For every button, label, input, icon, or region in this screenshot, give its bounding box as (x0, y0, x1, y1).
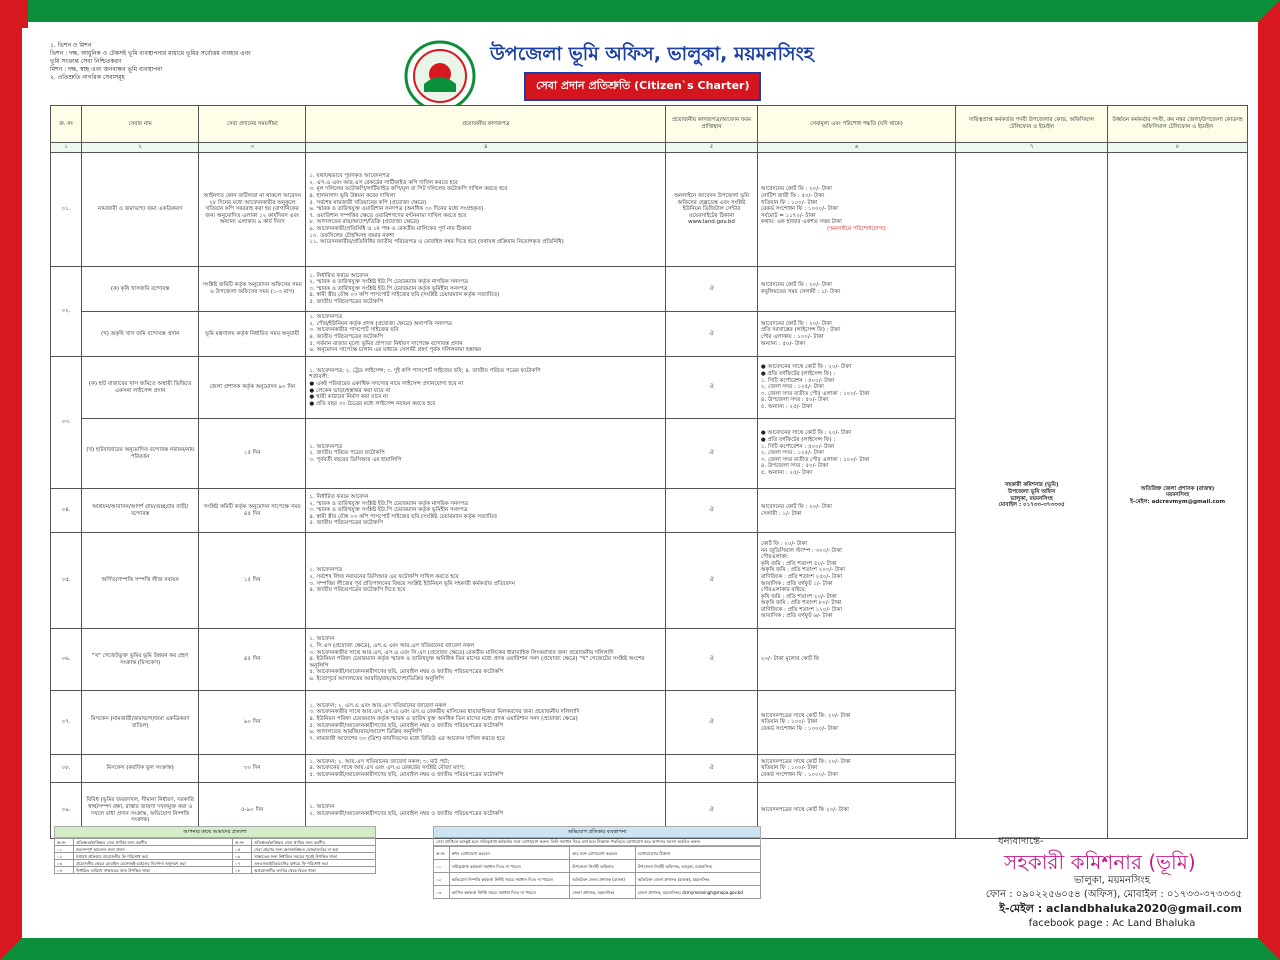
service-fee: আবেদনের কোর্ট ফি : ২০/- টাকা সেলামী : ১/- টাকা (757, 489, 955, 533)
service-time: জেলা প্রশাসক কর্তৃক অনুমোদন ৯০ দিন (199, 357, 306, 419)
cell: প্রতিশ্রুত/কাঙ্ক্ষিত সেবা প্রাপ্তির জন্য করণীয় (74, 839, 233, 846)
service-name: অর্পিত/সম্পত্তি সম্পত্তি লীজ নবায়ন (82, 533, 199, 629)
vision-mission (50, 42, 390, 82)
table-row (55, 853, 376, 860)
service-time: ৯০ দিন (199, 691, 306, 755)
service-name: মিসকেস (নামজারী/জমাভাগ/জমা একত্রিকরণ বাতিল) (82, 691, 199, 755)
form-source: ঐ (666, 691, 758, 755)
cell: অভিযোগ নিষ্পত্তি কর্মকর্তা নির্দিষ্ট সময়ে সমাধান দিতে না পারলে (449, 873, 570, 886)
responsible-officer (956, 153, 1108, 839)
senior-officer (1108, 153, 1248, 839)
cell: কখন যোগাযোগ করবেন (449, 847, 570, 860)
cell: নির্ধারিত তারিখে সাক্ষাতের জন্য উপস্থিত থাকা (74, 867, 233, 874)
required-documents: ১. আবেদন ২. আবেদনকারী/আবেদনকারীগণের ছবি, মোবাইল নম্বর ও জাতীয় পরিচয়পত্রের ফটোকপি (306, 783, 666, 839)
form-source: ঐ (666, 783, 758, 839)
service-name: আশ্রয়ন/আবাসন/আদর্শ গ্রাম/গুচ্ছগ্রাম বাড়ী/ বন্দোবস্ত (82, 489, 199, 533)
service-fee: ● আবেদনের সাথে কোর্ট ফি : ২০/- টাকা ● প্রতি বর্গফিটের (লাইসেন্স ফি) : ১. সিটি কর্পোরেশন : ৫০০/- টাকা ২. জেলা সদর : ১২৫/- টাকা ৩. জেলা সদর ব্যতীত পৌর এলাকা : ১০০/- টাকা ৪. উপজেলা সদর : ৫০/- টাকা ৫. অন্যান্য : ২৫/- টাকা (757, 419, 955, 489)
service-name: (খ) হাটবাজারের অনুমোদিত বন্দোবস্ত নবায়ন/নাম পরিবর্তন (82, 419, 199, 489)
required-documents: ১. যথাযথভাবে পূরণকৃত আবেদনপত্র ২. এস.এ এবং আর.এস রেকর্ডের সার্টিফাইড কপি দাখিল করতে হবে ৩. মূল দলিলের ফটোকপি/সার্টিফাইড কপি/মূল বা পিট দলিলের ফটোকপি দাখিল করতে হবে ৪. হালনাগাদ ভূমি উন্নয়ন করের দাখিলা ৫. সর্বশেষ নামজারী খতিয়ানের কপি (প্রযোজ্য ক্ষেত্রে) ৬. স্মারক ও তারিখযুক্ত ওয়ারিশান সনদপত্র (অনধিক ৩০ দিনের মধ্যে সংগ্রহকৃত) ৭. ওয়ারিশান সম্পত্তির ক্ষেত্রে ওয়ারিশগণের বণ্টননামা দাখিল করতে হবে ৮. আদালতের রায়/আদেশ/ডিক্রি (প্রযোজ্য ক্ষেত্রে) ৯. আবেদনকারী/প্রতিনিধি ও ১ম পক্ষ ও রেকর্ডীয় মালিকের পূর্ণ নাম ঠিকানা ১০. তফসিলের চৌহদ্দিসহ জমার নকশা ১১. আবেদনকারীর/প্রতিনিধির জাতীয় পরিচয়পত্র ও মোবাইল নম্বর দিতে হবে (যথাযথ প্রক্রিয়ায় নিয়োগকৃত প্রতিনিধি) (306, 153, 666, 267)
cell: অতিরিক্ত জেলা প্রশাসক (রাজস্ব), ময়মনসিংহ (635, 873, 760, 886)
cell: ০৮ (233, 867, 252, 874)
expectations-header: আপনার কাছে আমাদের প্রত্যাশা (54, 826, 376, 838)
contact-facebook: facebook page : Ac Land Bhaluka (1028, 918, 1196, 929)
officer-mobile: মোবাইল : ০১৭৩৩-৩৭৩৩৩৫ (998, 502, 1065, 509)
govt-seal-logo (404, 40, 476, 112)
column-header: ক্র. নং (51, 106, 82, 143)
table-row (55, 860, 376, 867)
cell: উপজেলা নির্বাহী অফিসার (570, 860, 635, 873)
cell: ০৭ (233, 860, 252, 867)
vision-line: ভিশন : দক্ষ, আধুনিক ও টেকসই ভূমি ব্যবস্থাপনার মাধ্যমে ভূমির সর্বোত্তম ব্যবহার এবং (50, 50, 251, 57)
service-time: ভূমি মন্ত্রণালয় কর্তৃক নির্ধারিত সময় অনুযায়ী (199, 312, 306, 357)
citizen-charter-banner: সেবা প্রদান প্রতিশ্রুতি (Citizen`s Charter) (524, 72, 761, 101)
cell: ০৩ (434, 886, 450, 899)
column-number: ৭ (956, 143, 1108, 153)
form-source: ঐ (666, 755, 758, 783)
service-time: ৪৫ দিন (199, 629, 306, 691)
form-source: ঐ (666, 533, 758, 629)
column-header: সেবামূল্য এবং পরিশোধ পদ্ধতি (যদি থাকে) (757, 106, 955, 143)
service-fee: আবেদনপত্রের সাথে কোর্ট ফি ২০/- টাকা (757, 783, 955, 839)
row-number: ০৭. (51, 691, 82, 755)
column-header: দায়িত্বপ্রাপ্ত কর্মকর্তার পদবী উপজেলার কোড, অফিসিয়াল টেলিফোন ও ইমেইল (956, 106, 1108, 143)
service-name: বিবিধ (ভূমির জবরদখল, সীমানা নির্ধারণ, সরকারি স্বার্থ/সম্পদ রক্ষা, রাস্তার জায়গা দখলমুক্ত করা ও দখলে বাধা প্রদান সংক্রান্ত, অভিযোগ নিষ্পত্তি সংক্রান্ত) (82, 783, 199, 839)
column-header: উর্ধ্বতন কর্মকর্তার পদবী, রুম নম্বর জেলা/উপজেলা কোডসহ অফিসিয়াল টেলিফোন ও ইমেইল (1108, 106, 1248, 143)
expectations-table (54, 838, 376, 874)
services-table (50, 105, 1248, 839)
column-number: ২ (82, 143, 199, 153)
page-title: উপজেলা ভূমি অফিস, ভালুকা, ময়মনসিংহ (490, 43, 814, 65)
service-fee: আবেদনপত্রের সাথে কোর্ট ফি: ২০/- টাকা খতিয়ান ফি : ১০০/- টাকা রেকর্ড সংশোধন ফি : ১০০০/- টাকা (757, 755, 955, 783)
service-time: আইনগত কোন জটিলতা না থাকলে আবেদন ২৮ দিনের মধ্যে আবেদনকারীর অনুকূলে খতিয়ান কপি সরবরাহ করা হয় (বাগানিকের জন্য অনুমোদিত এলাকা ১২ কার্যদিবস এবং অন্যান্য এলাকায় ৯ কার্য দিবস (199, 153, 306, 267)
service-fee: আবেদনের কোর্ট ফি : ২০/- টাকা কবুলিয়তের সময় সেলামী : ১/- টাকা (757, 267, 955, 312)
required-documents: ১. আবেদন; ২. এস.এ এবং আর.এস খতিয়ানের জাবেদা নকল ৩. আবেদনকারীর সাথে আর.এস, এস.এ এবং এস.এ রেকর্ডীয় মালিকের ধারাবাহিকতা মিলকরণের জন্য প্রয়োজনীয় দলিলাদি ৪. ইউনিয়ন পরিষদ চেয়ারম্যান কর্তৃক স্মারক ও তারিখ যুক্ত অনধিক তিন মাসের মধ্যে প্রদত্ত ওয়ারিশান সনদ (প্রযোজ্য ক্ষেত্রে) ৫. আবেদনকারী/আবেদনকারীগণের ছবি, মোবাইল নম্বর ও জাতীয় পরিচয়পত্রের ফটোকপি ৬. আদালতের আরজি/রায়/আদেশ ডিক্রির অনুলিপি ৭. নামজারী আদেশের ৩০ (ত্রিশ) কার্যদিবসের মধ্যে রিভিউ এর আবেদন দাখিল করতে হবে (306, 691, 666, 755)
cell: ০৩ (55, 860, 74, 867)
required-documents: ১. আবেদনপত্র; ২. ট্রেড লাইসেন্স; ৩. দুই কপি পাসপোর্ট সাইজের ছবি; ৪. জাতীয় পরিচয় পত্রের ফটোকপি শর্তাবলী: ● একই পরিবারের একাধিক সদস্যের নামে লাইসেন্স প্রদানযোগ্য হবে না ● লেকেন ভাড়া/হস্তান্তর করা যাবে না ● স্থায়ী কাঠামো নির্মাণ করা যাবে না ● প্রতি বছর ৩০ চৈত্রের মধ্যে লাইসেন্স নবায়ন করতে হবে (306, 357, 666, 419)
service-time: ৩০ দিন (199, 755, 306, 783)
contact-block (982, 874, 1242, 931)
table-row (51, 153, 1248, 267)
required-documents: ১. আবেদন ২. সি.এস (প্রযোজ্য ক্ষেত্রে), এস.এ এবং আর.এস খতিয়ানের জাবেদা নকল ৩. আবেদনকারীর সাথে আর.এস, এস.এ এবং সি.এস (প্রযোজ্য ক্ষেত্রে) রেকর্ডীয় মালিকের ধারাবাহিক লিংকরাখার জন্য প্রয়োজনীয় দলিলাদি ৪. ইউনিয়ন পরিষদ চেয়ারম্যান কর্তৃক স্মারক ও তারিখযুক্ত অনিধিক তিন মাসের মধ্যে প্রদত্ত ওয়ারিশান সনদ (প্রযোজ্য ক্ষেত্রে) "খ" গেজেটের সংশ্লিষ্ট অংশের অনুলিপি ৫. আবেদনকারী/আবেদনকারীগণের ছবি, মোবাইল নম্বর ও জাতীয় পরিচয়পত্রের ফটোকপি ৬. ইতোপূর্বে আদালতের আরজি/রায়/আদেশ/ডিক্রির অনুলিপি (306, 629, 666, 691)
form-source: ঐ (666, 312, 758, 357)
row-number: ০৫. (51, 533, 82, 629)
column-header: সেবা প্রদানের সময়সীমা (199, 106, 306, 143)
grievance-box (433, 826, 761, 908)
fee-note: (অনলাইনে পরিশোধযোগ্য) (827, 225, 886, 232)
cell: ক্র.নং (233, 839, 252, 846)
grievance-header: অভিযোগ প্রতিকার ব্যবস্থাপনা (433, 826, 761, 838)
cell: ক্র.নং (434, 847, 450, 860)
service-time: সংশ্লিষ্ট কমিটি কর্তৃক অনুমোদন সাপেক্ষে সময় ৪৫ দিন (199, 489, 306, 533)
cell: ০২ (55, 853, 74, 860)
cell: কার সঙ্গে যোগাযোগ করবেন (570, 847, 635, 860)
cell: উপজেলা নির্বাহী অফিসার, ভালুকা, ময়মনসিংহ (635, 860, 760, 873)
service-fee: ২০/- টাকা মূল্যের কোর্ট ফি (757, 629, 955, 691)
service-name: নামজারী ও জমাভাগ/ জমা একত্রিকরণ (82, 153, 199, 267)
cell: অতিরিক্ত জেলা প্রশাসক (রাজস্ব) (570, 873, 635, 886)
cell: ০২ (434, 873, 450, 886)
service-fee: ● আবেদনের সাথে কোর্ট ফি : ২০/- টাকা ● প্রতি বর্গফিটের (লাইসেন্স ফি) : ১. সিটি কর্পোরেশন : ৫০০/- টাকা ২. জেলা সদর : ১২৫/- টাকা ৩. জেলা সদর ব্যতীত পৌর এলাকা : ১০০/- টাকা ৪. উপজেলা সদর : ৫০/- টাকা ৫. অন্যান্য : ২৫/- টাকা (757, 357, 955, 419)
vision-line: ভূমি সংক্রান্ত সেবা নিশ্চিতকরণ (50, 58, 122, 65)
service-time: ১৫ দিন (199, 533, 306, 629)
form-source: ঐ (666, 629, 758, 691)
table-header-row (51, 106, 1248, 143)
table-row (55, 867, 376, 874)
contact-place: ভালুকা, ময়মনসিংহ (1073, 875, 1151, 886)
cell: সাক্ষাতের জন্য নির্ধারিত সময়ের পূর্বেই উপস্থিত থাকা (252, 853, 376, 860)
table-row (55, 846, 376, 853)
service-fee: আবেদনের কোর্ট ফি : ২০/- টাকা প্রতি দরখাস্তের (লাইসেন্স ফি) : টাকা পৌর এলাকায় : ১০০/- টাকা অন্যান্য : ৫০/- টাকা (757, 312, 955, 357)
grievance-table (433, 846, 761, 899)
form-source: ঐ (666, 419, 758, 489)
column-header: প্রয়োজনীয় কাগজপত্র (306, 106, 666, 143)
expectations-box (54, 826, 376, 880)
cell: জেলা প্রশাসক, ময়মনসিংহ; dcmymensingh@mopa.gov.bd (635, 886, 760, 899)
cell: ০৪ (55, 867, 74, 874)
cell: প্রয়োজনীয় ক্ষেত্রে মোবাইল মেসেজ/ই-মেইলের নির্দেশনা অনুসরণ করা (74, 860, 233, 867)
form-source: অনলাইনে আবেদন উপজেলা ভূমি অফিসের হেল্পডেস্ক এবং সংশ্লিষ্ট ইউনিয়ন ডিজিটাল সেন্টার ওয়েবসাইটের ঠিকানা www.land.gov.bd (666, 153, 758, 267)
charter-document (36, 34, 1244, 929)
cell: ০৬ (233, 853, 252, 860)
required-documents: ১. আবেদনপত্র ২. জাতীয় পরিচয় পত্রের ফটোকপি ৩. পূর্ববর্তী বছরের ডিসিআর এর হায়ালিপি (306, 419, 666, 489)
row-number: ০৯. (51, 783, 82, 839)
row-number: ০৩. (51, 357, 82, 489)
senior-place: ময়মনসিংহ (1166, 492, 1190, 499)
vision-line: ২. প্রতিশ্রুতি নাগরিক সেবাসমূহ (50, 74, 125, 81)
cell: সেবা গ্রহণের জন্য অনাকাঙ্ক্ষিত ফোন/তদবির না করা (252, 846, 376, 853)
contact-phone: ফোন : ০৯০২২৫৬০৫৪ (অফিস), মোবাইল : ০১৭৩৩-৩৭৩৩৩৫ (985, 889, 1242, 900)
cell: ০৫ (233, 846, 252, 853)
service-time: ১৫ দিন (199, 419, 306, 489)
vision-line: মিশন : দক্ষ, স্বচ্ছ এবং জনবান্ধব ভূমি ব্যবস্থাপনা (50, 66, 163, 73)
grievance-note: সেবা প্রাপ্তিতে অসন্তুষ্ট হলে দায়িত্বপ্রাপ্ত কর্মকর্তার সঙ্গে যোগাযোগ করুন। তিনি সমাধান দিতে ব্যর্থ হলে নিম্নোক্ত পদ্ধতিতে যোগাযোগ করে আপনার সমস্যা অবহিত করুন। (433, 838, 761, 846)
column-header: সেবার নাম (82, 106, 199, 143)
row-number: ০১. (51, 153, 82, 267)
cell: ০১ (434, 860, 450, 873)
form-source: ঐ (666, 267, 758, 312)
senior-email: ই-মেইল: adcrevmym@gmail.com (1130, 498, 1226, 505)
column-number: ৩ (199, 143, 306, 153)
officer-place: ভালুকা, ময়মনসিংহ (1010, 495, 1053, 502)
row-number: ০৪. (51, 489, 82, 533)
column-number: ৬ (757, 143, 955, 153)
vision-line: ১. ভিশন ও মিশন (50, 42, 92, 49)
required-documents: ১. আবেদন; ২. আর.এস খতিয়ানের জাবেদা নকল; ৩. মাঠ পর্চা; ৪. আবেদনের সাথে আর.এস এবং এস.এ রেকর্ডের সংশ্লিষ্ট মৌজা ম্যাপ; ৫. আবেদনকারী/আবেদনকারীগণের ছবি, মোবাইল নম্বর ও জাতীয় পরিচয়পত্রের ফটোকপি (306, 755, 666, 783)
officer-title: সহকারী কমিশনার (ভূমি) (1004, 482, 1059, 489)
column-header: প্রয়োজনীয় কাগজপত্র/আবেদন ফরম প্রাপ্তিস্থান (666, 106, 758, 143)
cell: এনএসআইডি/এমসির মাধ্যমে ফি পরিশোধ করা (252, 860, 376, 867)
form-source: ঐ (666, 357, 758, 419)
row-number: ০২. (51, 267, 82, 357)
table-row (434, 860, 761, 873)
required-documents: ১. নির্ধারিত ফরমে আবেদন ২. স্মারক ও তারিখযুক্ত সংশ্লিষ্ট ইউ.পি চেয়ারম্যান কর্তৃক নাগরিক সনদপত্র ৩. স্মারক ও তারিখযুক্ত সংশ্লিষ্ট ইউ.পি চেয়ারম্যান কর্তৃক ভূমিহীন সনদপত্র ৪. স্বামী স্ত্রীর যৌথ ০৩ কপি পাসপোর্ট সাইজের ছবি (সংশ্লিষ্ট চেয়ারম্যান কর্তৃক সত্যায়িত ৫. জাতীয় পরিচয়পত্রের ফটোকপি (306, 489, 666, 533)
column-number: ১ (51, 143, 82, 153)
required-documents: ১. আবেদনপত্র ২. সর্বশেষ লিজ নবায়নের ডিসিআর এর ফটোকপি দাখিল করতে হবে ৩. সম্পত্তির লীজের পূর্ব প্রতিপালনের বিষয়ে সংশ্লিষ্ট ইউনিয়ন ভূমি সহকারী কর্মকর্তার প্রতিবেদন ৪. জাতীয় পরিচয়পত্রের ফটোকপি দিতে হবে (306, 533, 666, 629)
cell: আপিল কর্মকর্তা নির্দিষ্ট সময়ে সমাধান দিতে না পারলে (449, 886, 570, 899)
cell: যোগাযোগের ঠিকানা (635, 847, 760, 860)
column-number-row (51, 143, 1248, 153)
row-number: ০৬. (51, 629, 82, 691)
cell: দায়িত্বপ্রাপ্ত কর্মকর্তা সমাধান দিতে না পারলে (449, 860, 570, 873)
required-documents: ১. আবেদনপত্র ২. পৌর/ইউনিয়ন কর্তৃক প্রদত্ত (প্রযোজ্য ক্ষেত্রে) অনাপত্তি সনদপত্র ৩. আবেদনকারীর পাসপোর্ট সাইজের ছবি ৪. জাতীয় পরিচয়পত্রের ফটোকপি ৫. সর্বমান বাজার মূল্যে ভূমির প্রাপ্যতা নির্ধারণ সাপেক্ষে বন্দোবস্ত প্রদান ৬. অনুমোদন সাপেক্ষে চালান এর মাধ্যমে সেলামী গ্রহণ পূর্বক দলিলনামা হস্তান্তর (306, 312, 666, 357)
service-name: মিসকেস (করণিক ভুল সংক্রান্ত) (82, 755, 199, 783)
fee-text: আবেদনের কোর্ট ফি : ২০/- টাকা নোটিশ জারী ফি : ৫০/- টাকা খতিয়ান ফি : ১০০/- টাকা রেকর্ড সংশোধন ফি : ১০০০/- টাকা সর্বমোট = ১১৭০/- টাকা কথায়: এক হাজার একশত সত্তর টাকা (760, 186, 842, 226)
cell: ০১ (55, 846, 74, 853)
table-row (434, 886, 761, 899)
cell: যথাযথ প্রক্রিয়ায় প্রয়োজনীয় ফি পরিশোধ করা (74, 853, 233, 860)
cell: প্রতিশ্রুত/কাঙ্ক্ষিত সেবা প্রাপ্তির জন্য করণীয় (252, 839, 376, 846)
column-number: ৪ (306, 143, 666, 153)
service-name: "খ" গেজেটভুক্ত ভূমির ভূমি উন্নয়ন কর গ্রহণ সংক্রান্ত (মিসকেস) (82, 629, 199, 691)
table-row (434, 847, 761, 860)
thanks-text: ধন্যবাদান্তে- (998, 836, 1044, 847)
service-fee: কোর্ট ফি : ২০/- টাকা নন জুডিসিয়াল স্ট্যাম্প : ৩০০/- টাকা পৌরএলাকা: কৃষি জমি : প্রতি শতাংশ ৫০/- টাকা অকৃষি জমি : প্রতি শতাংশ ২০০/- টাকা বাণিজ্যিক : প্রতি শতাংশ ২৫০/- টাকা আবাসিক : প্রতি বর্গফুট ১/- টাকা পৌরএলাকার বাইরে: কৃষি জমি : প্রতি শতাংশ ২০/- টাকা অকৃষি জমি : প্রতি শতাংশ ৮০/- টাকা বাণিজ্যিক : প্রতি শতাংশ ১২০/- টাকা আবাসিক : প্রতি বর্গফুট ৬/- টাকা (757, 533, 955, 629)
service-fee: আবেদনপত্রের সাথে কোর্ট ফি: ২০/- টাকা খতিয়ান ফি : ১০০/- টাকা রেকর্ড সংশোধন ফি : ১০০০/- টাকা (757, 691, 955, 755)
service-fee (757, 153, 955, 267)
row-number: ০৮. (51, 755, 82, 783)
service-name: (ক) কৃষি খাসজমি বন্দোবস্ত (82, 267, 199, 312)
senior-title: অতিরিক্ত জেলা প্রশাসক (রাজস্ব) (1140, 485, 1215, 492)
service-time: সংশ্লিষ্ট জমিটি কর্তৃক অনুমোদন অফিসের সময় ৬ উপজেলা অফিসের সময় (১-৩ মাস) (199, 267, 306, 312)
required-documents: ১. নির্ধারিত ফরমে আবেদন ২. স্মারক ও তারিখযুক্ত সংশ্লিষ্ট ইউ.পি চেয়ারম্যান কর্তৃক নাগরিক সনদপত্র ৩. স্মারক ও তারিখযুক্ত সংশ্লিষ্ট ইউ.পি চেয়ারম্যান কর্তৃক ভূমিহীন সনদপত্র ৪. স্বামী স্ত্রীর যৌথ ০৩ কপি পাসপোর্ট সাইজের ছবি (সংশ্লিষ্ট চেয়ারম্যান কর্তৃক সত্যায়িত) ৫. জাতীয় পরিচয়পত্রের ফটোকপি (306, 267, 666, 312)
cell: জেলা প্রশাসক, ময়মনসিংহ (570, 886, 635, 899)
service-name: (ক) হাট বাজারের খাস জমিতে অস্থায়ী ভিত্তিতে একসনা লাইসেন্স প্রদান (82, 357, 199, 419)
table-row (55, 839, 376, 846)
contact-email: ই-মেইল : aclandbhaluka2020@gmail.com (999, 902, 1242, 915)
form-source: ঐ (666, 489, 758, 533)
service-name: (খ) অকৃষি খাস জমি বন্দোবস্ত প্রদান (82, 312, 199, 357)
column-number: ৫ (666, 143, 758, 153)
officer-office: উপজেলা ভূমি অফিস (1007, 488, 1056, 495)
cell: ক্র.নং (55, 839, 74, 846)
service-time: ৫-৯০ দিন (199, 783, 306, 839)
column-number: ৮ (1108, 143, 1248, 153)
table-row (434, 873, 761, 886)
signature-title: সহকারী কমিশনার (ভূমি) (1004, 850, 1196, 874)
cell: অপ্রয়োজনীয় তদবির থেকে বিরত থাকা (252, 867, 376, 874)
cell: স্বয়ংসম্পূর্ণ আবেদন জমা প্রদান (74, 846, 233, 853)
